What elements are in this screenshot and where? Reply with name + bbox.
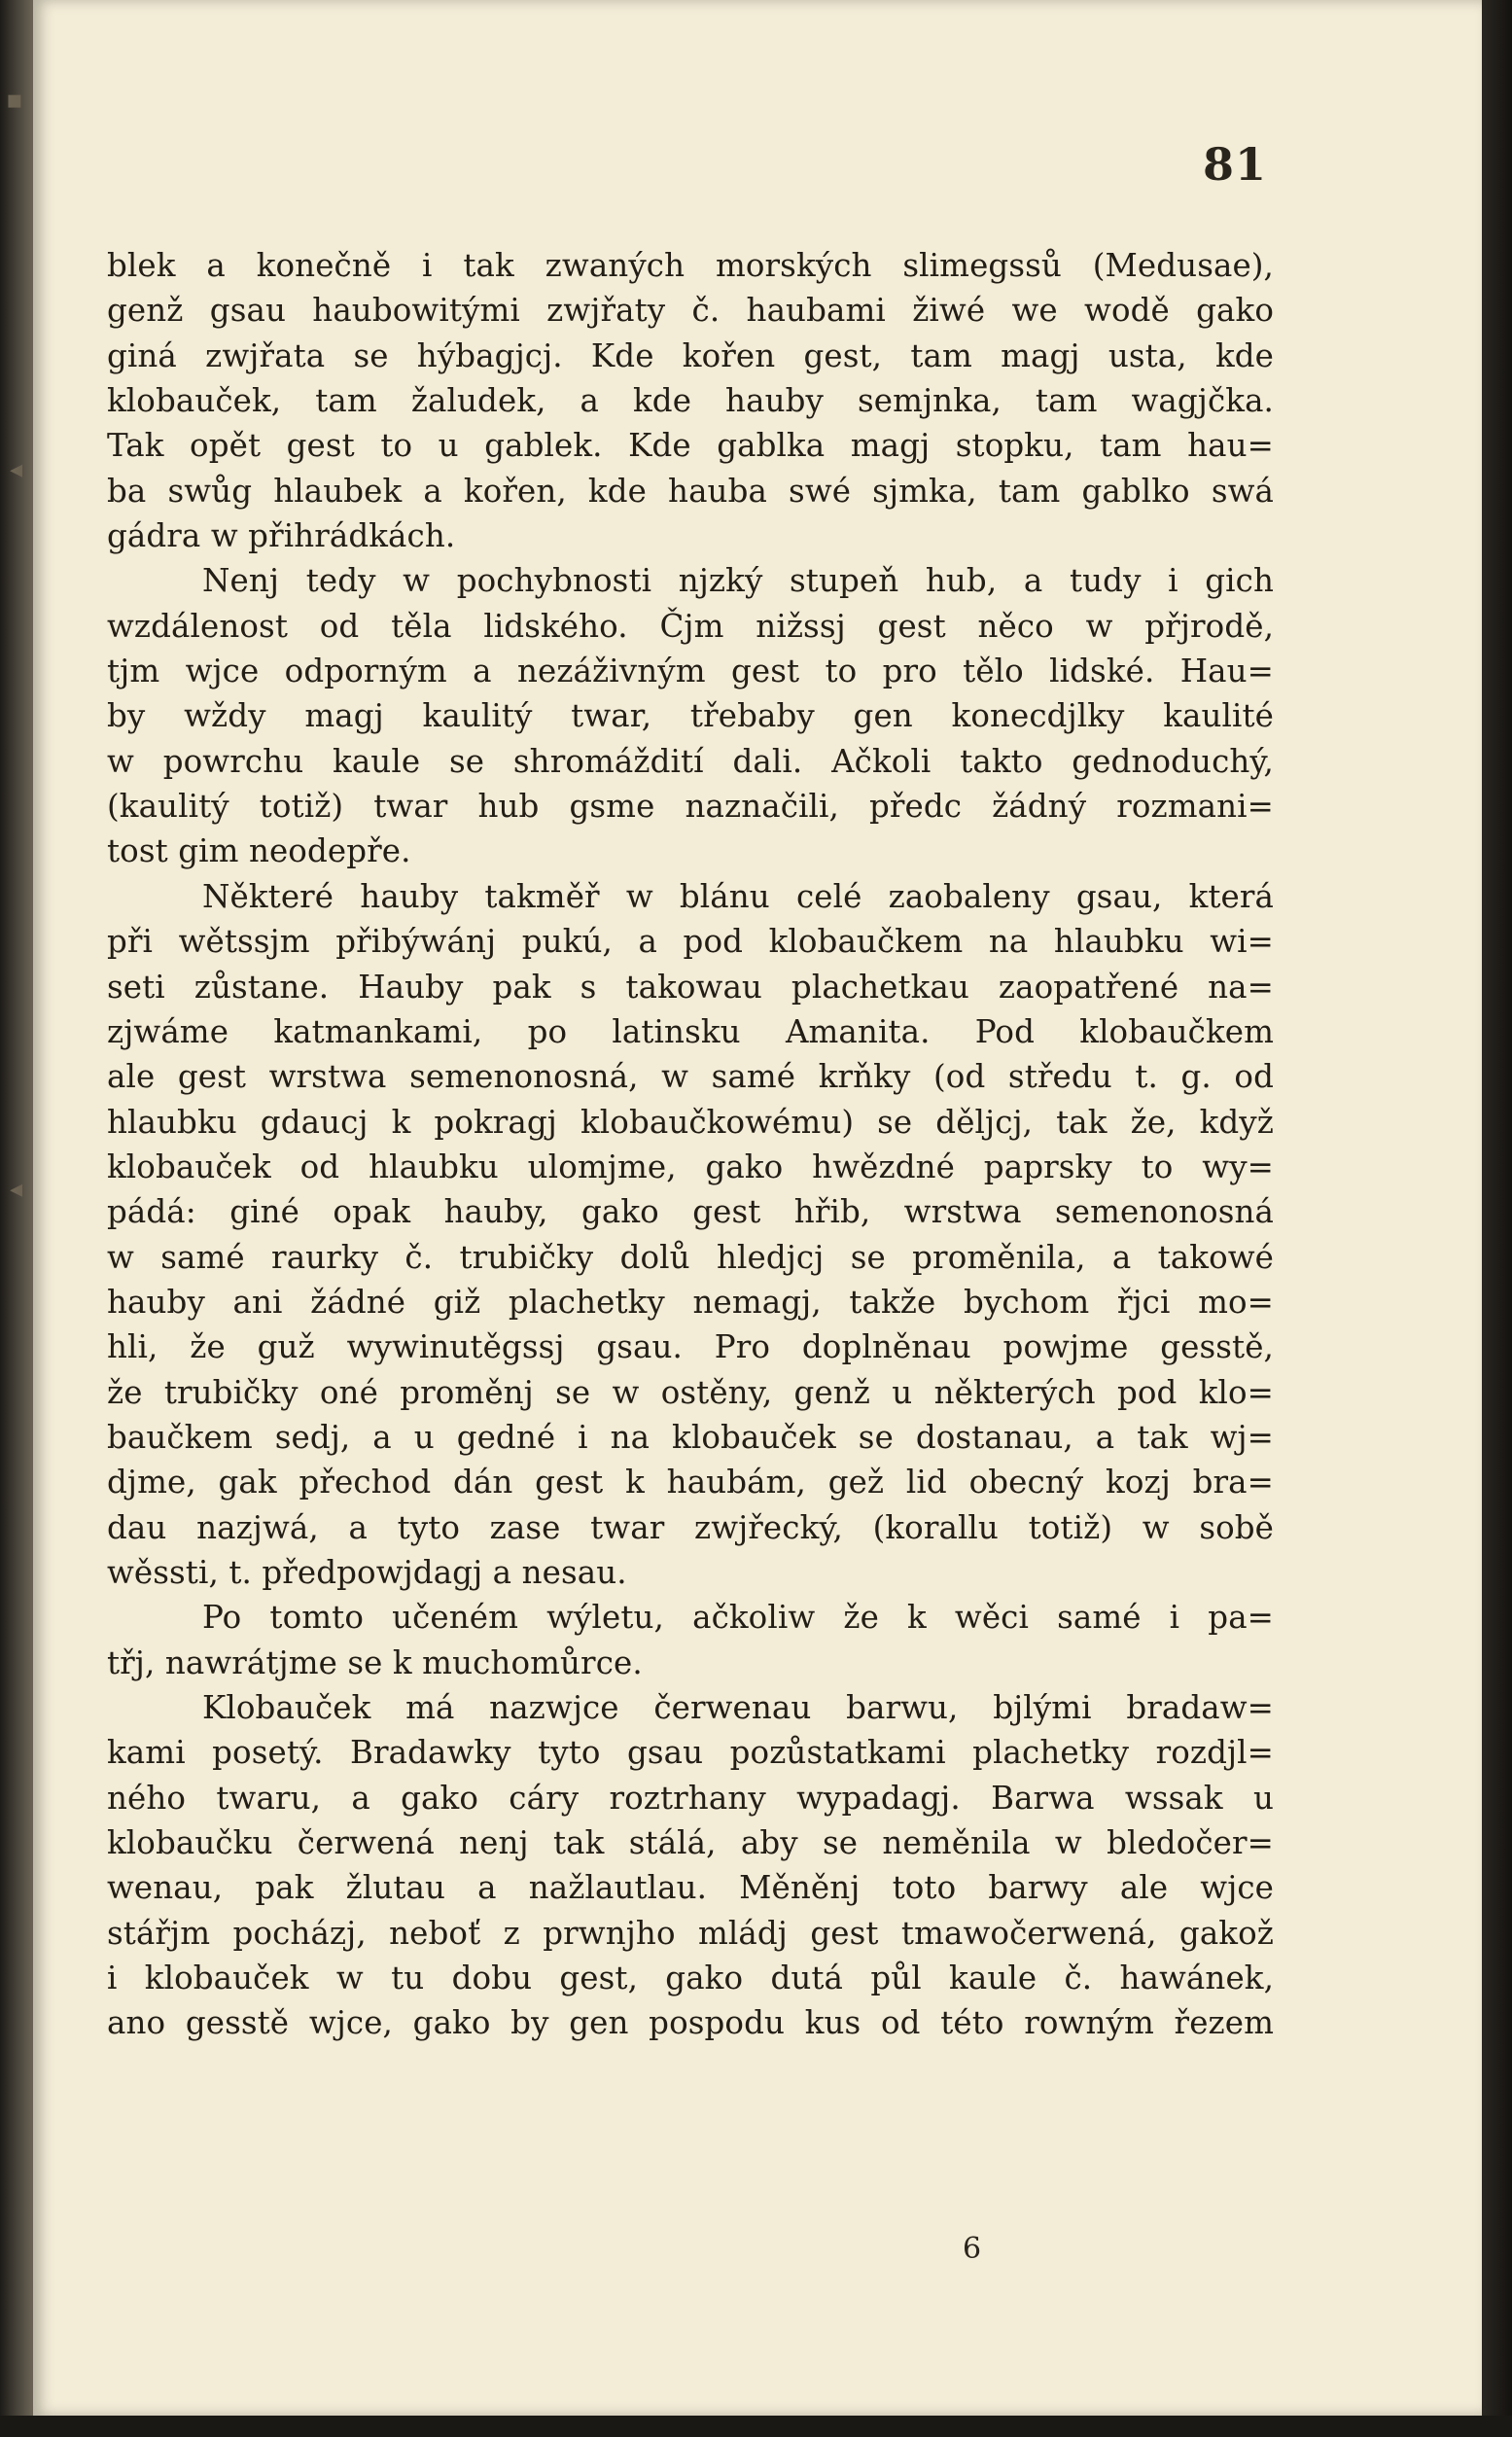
margin-mark-top: ▪	[6, 86, 23, 115]
text-line: ba swůg hlaubek a kořen, kde hauba swé sjmka, tam gablko swá	[107, 472, 1274, 510]
text-line: gádra w přihrádkách.	[107, 517, 456, 555]
book-binding-edge	[0, 0, 33, 2437]
margin-mark-upper: ◂	[10, 455, 23, 484]
text-line: w samé raurky č. trubičky dolů hledjcj se proměnila, a takowé	[107, 1238, 1274, 1276]
text-line: blek a konečně i tak zwaných morských slimegssů (Medusae),	[107, 247, 1274, 284]
text-line: wzdálenost od těla lidského. Čjm nižssj gest něco w přjrodě,	[107, 607, 1274, 645]
text-line: zjwáme katmankami, po latinsku Amanita. Pod klobaučkem	[107, 1012, 1274, 1050]
text-line: hli, že guž wywinutěgssj gsau. Pro doplněnau powjme gesstě,	[107, 1328, 1274, 1366]
text-line: wenau, pak žlutau a nažlautlau. Měněnj toto barwy ale wjce	[107, 1869, 1274, 1907]
text-line: hauby ani žádné giž plachetky nemagj, takže bychom řjci mo=	[107, 1283, 1274, 1321]
text-line: seti zůstane. Hauby pak s takowau plachetkau zaopatřené na=	[107, 968, 1274, 1006]
text-line: klobaučku čerwená nenj tak stálá, aby se neměnila w bledočer=	[107, 1824, 1274, 1862]
text-line: Některé hauby takměř w blánu celé zaobaleny gsau, která	[202, 877, 1274, 915]
text-line: baučkem sedj, a u gedné i na klobauček se dostanau, a tak wj=	[107, 1418, 1274, 1456]
text-line: tjm wjce odporným a nezáživným gest to pro tělo lidské. Hau=	[107, 653, 1274, 690]
text-line: pádá: giné opak hauby, gako gest hřib, wrstwa semenonosná	[107, 1193, 1274, 1231]
text-line: že trubičky oné proměnj se w ostěny, genž u některých pod klo=	[107, 1373, 1274, 1411]
text-line: giná zwjřata se hýbagjcj. Kde kořen gest, tam magj usta, kde	[107, 336, 1274, 374]
text-line: wěssti, t. předpowjdagj a nesau.	[107, 1553, 627, 1591]
text-line: klobauček, tam žaludek, a kde hauby semjnka, tam wagjčka.	[107, 382, 1274, 420]
text-line: tost gim neodepře.	[107, 832, 411, 870]
body-text	[107, 243, 1274, 2046]
text-line: i klobauček w tu dobu gest, gako dutá půl kaule č. hawánek,	[107, 1960, 1274, 1997]
text-line: by wždy magj kaulitý twar, třebaby gen konecdjlky kaulité	[107, 697, 1274, 735]
text-line: při wětssjm přibýwánj pukú, a pod klobaučkem na hlaubku wi=	[107, 923, 1274, 961]
text-line: genž gsau haubowitými zwjřaty č. haubami žiwé we wodě gako	[107, 292, 1274, 330]
page-right-edge-shadow	[1482, 0, 1512, 2437]
text-line: dau nazjwá, a tyto zase twar zwjřecký, (korallu totiž) w sobě	[107, 1508, 1274, 1546]
text-line: Nenj tedy w pochybnosti njzký stupeň hub, a tudy i gich	[202, 562, 1274, 600]
page-number: 81	[1202, 138, 1267, 191]
text-line: Po tomto učeném wýletu, ačkoliw že k wěci samé i pa=	[202, 1599, 1274, 1637]
signature-mark: 6	[963, 2232, 982, 2266]
text-line: klobauček od hlaubku ulomjme, gako hwězdné paprsky to wy=	[107, 1148, 1274, 1185]
text-line: djme, gak přechod dán gest k haubám, gež lid obecný kozj bra=	[107, 1464, 1274, 1501]
margin-mark-middle: ◂	[10, 1175, 23, 1204]
page-bottom-edge-shadow	[0, 2416, 1512, 2437]
text-line: Tak opět gest to u gablek. Kde gablka magj stopku, tam hau=	[107, 427, 1274, 465]
text-line: kami posetý. Bradawky tyto gsau pozůstatkami plachetky rozdjl=	[107, 1734, 1274, 1772]
text-line: hlaubku gdaucj k pokragj klobaučkowému) se děljcj, tak že, když	[107, 1103, 1274, 1141]
text-line: ného twaru, a gako cáry roztrhany wypadagj. Barwa wssak u	[107, 1779, 1274, 1817]
text-line: ano gesstě wjce, gako by gen pospodu kus od této rowným řezem	[107, 2004, 1274, 2042]
text-line: ale gest wrstwa semenonosná, w samé krňky (od středu t. g. od	[107, 1058, 1274, 1096]
text-line: (kaulitý totiž) twar hub gsme naznačili, předc žádný rozmani=	[107, 788, 1274, 826]
text-line: Klobauček má nazwjce čerwenau barwu, bjlými bradaw=	[202, 1689, 1274, 1726]
text-line: třj, nawrátjme se k muchomůrce.	[107, 1643, 643, 1681]
text-line: w powrchu kaule se shromáždití dali. Ačkoli takto gednoduchý,	[107, 742, 1274, 780]
text-line: stářjm pocházj, neboť z prwnjho mládj gest tmawočerwená, gakož	[107, 1914, 1274, 1952]
